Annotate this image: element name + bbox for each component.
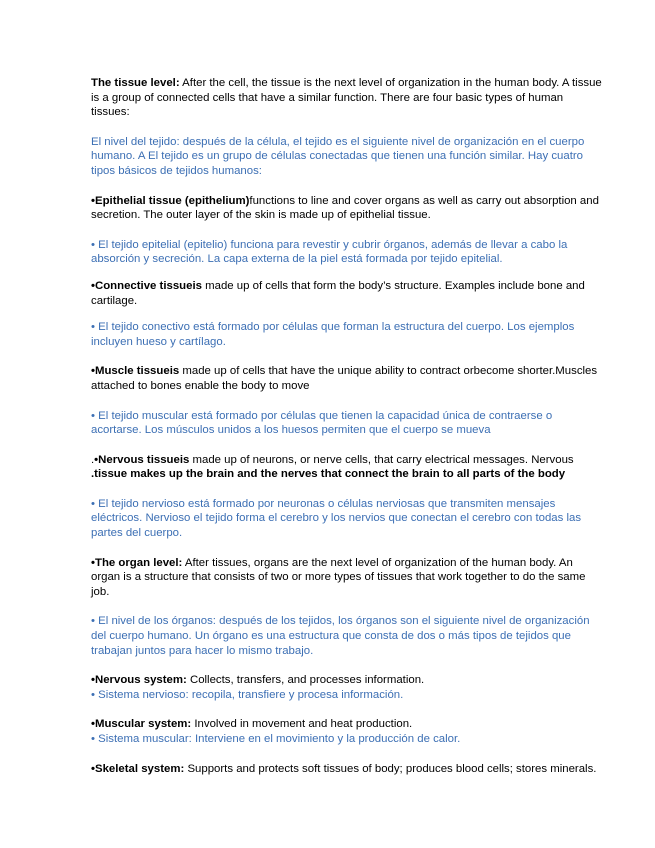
organ-level-paragraph — [91, 556, 603, 600]
tissue-level-heading: The tissue level: — [91, 77, 180, 89]
nervous-tissue-bold-tail: .tissue makes up the brain and the nerves that connect the brain to all parts of the body — [91, 468, 566, 481]
nervous-tissue-translation: • El tejido nervioso está formado por neuronas o células nerviosas que transmiten mensajes eléctricos. Nervioso el tejido forma el cerebro y los nervios que conectan el cerebro con todas las partes del cuerpo. — [91, 497, 582, 540]
muscle-tissue-paragraph — [91, 364, 603, 393]
skeletal-system-heading: •Skeletal system: — [91, 762, 185, 775]
epithelial-tissue-paragraph — [91, 194, 603, 223]
nervous-system-translation: • Sistema nervioso: recopila, transfiere y procesa información. — [91, 688, 404, 701]
muscle-tissue-heading: •Muscle tissueis — [91, 365, 180, 378]
skeletal-system-paragraph — [91, 762, 603, 777]
muscular-system-translation: • Sistema muscular: Interviene en el movimiento y la producción de calor. — [91, 733, 461, 745]
muscular-system-text: Involved in movement and heat production. — [191, 718, 413, 731]
tissue-level-paragraph — [91, 76, 603, 120]
epithelial-tissue-translation: • El tejido epitelial (epitelio) funciona para revestir y cubrir órganos, además de llevar a cabo la absorción y secreción. La capa externa de la piel está formada por tejido epitelial. — [91, 238, 568, 266]
muscle-tissue-text: made up of cells that have the unique ability to contract orbecome shorter.Muscles attached to bones enable the body to move — [91, 365, 598, 392]
skeletal-system-text: Supports and protects soft tissues of body; produces blood cells; stores minerals. — [184, 762, 597, 775]
connective-tissue-translation: • El tejido conectivo está formado por células que forman la estructura del cuerpo. Los ejemplos incluyen hueso y cartílago. — [91, 321, 575, 348]
nervous-tissue-paragraph — [91, 453, 603, 482]
nervous-system-text: Collects, transfers, and processes information. — [186, 674, 425, 687]
connective-tissue-paragraph — [91, 279, 603, 308]
organ-level-heading: •The organ level: — [91, 556, 183, 569]
organ-level-translation: • El nivel de los órganos: después de los tejidos, los órganos son el siguiente nivel de organización del cuerpo humano. Un órgano es una estructura que consta de dos o más tipos de tejidos que trabajan juntos para hacer lo mismo trabajo. — [91, 615, 590, 657]
organ-level-text: After tissues, organs are the next level of organization of the human body. An organ is a structure that consists of two or more types of tissues that work together to do the same job. — [91, 556, 586, 598]
tissue-level-translation: El nivel del tejido: después de la célula, el tejido es el siguiente nivel de organización en el cuerpo humano. A El tejido es un grupo de células conectadas que tienen una función similar. Hay cuatro tipos básicos de tejidos humanos: — [91, 135, 585, 177]
muscular-system-heading: •Muscular system: — [91, 718, 192, 731]
nervous-tissue-heading: •Nervous tissueis — [94, 453, 190, 466]
tissue-level-text: After the cell, the tissue is the next level of organization in the human body. A tissue is a group of connected cells that have a similar function. There are four basic types of human tissues: — [91, 77, 602, 119]
epithelial-tissue-heading: •Epithelial tissue (epithelium) — [91, 194, 250, 207]
muscle-tissue-translation: • El tejido muscular está formado por células que tienen la capacidad única de contraerse o acortarse. Los músculos unidos a los huesos permiten que el cuerpo se mueva — [91, 409, 553, 437]
nervous-tissue-prefix: . — [91, 453, 95, 466]
epithelial-tissue-text: functions to line and cover organs as well as carry out absorption and secretion. The outer layer of the skin is made up of epithelial tissue. — [91, 194, 599, 222]
nervous-tissue-text: made up of neurons, or nerve cells, that carry electrical messages. Nervous — [189, 453, 574, 466]
connective-tissue-heading: •Connective tissueis — [91, 279, 202, 292]
document-page — [91, 76, 603, 776]
nervous-system-paragraph — [91, 673, 603, 688]
muscular-system-paragraph — [91, 717, 603, 732]
nervous-system-heading: •Nervous system: — [91, 674, 187, 687]
connective-tissue-text: made up of cells that form the body’s structure. Examples include bone and cartilage. — [91, 279, 585, 307]
